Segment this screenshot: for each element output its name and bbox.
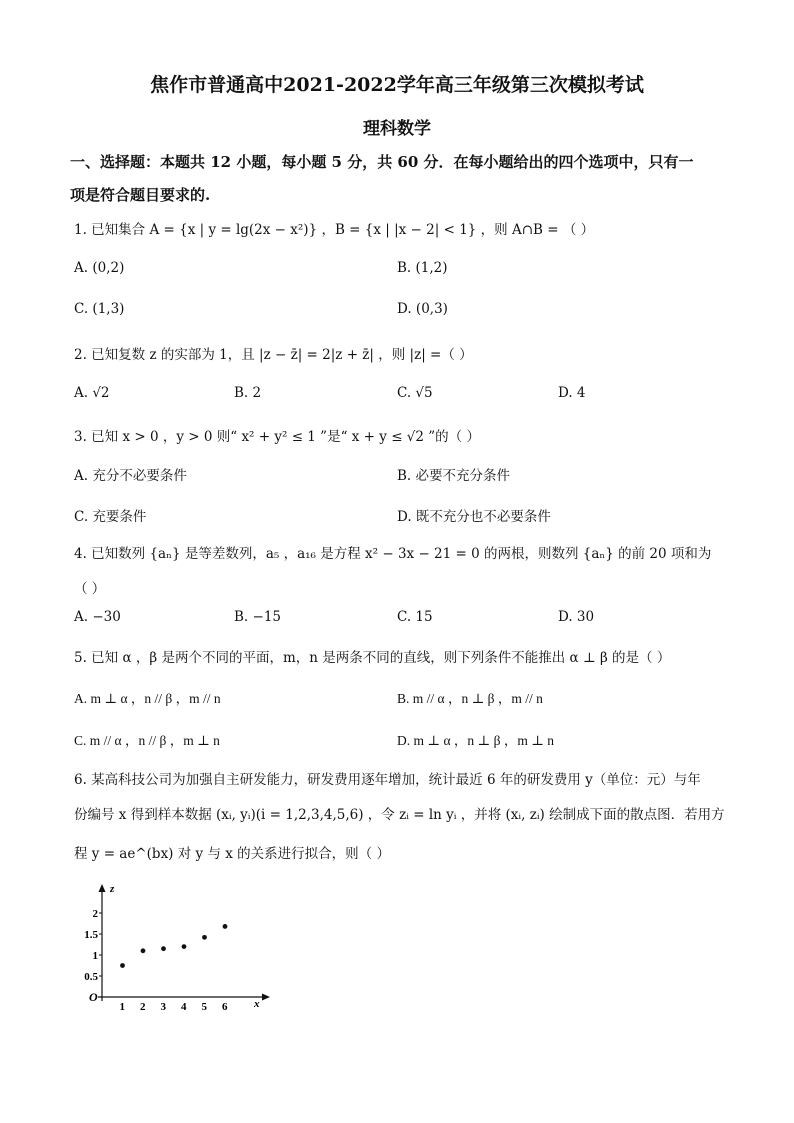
- scatter-point: [120, 963, 125, 968]
- x-tick-label: 3: [160, 1001, 166, 1013]
- question-3-option-d: D. 既不充分也不必要条件: [397, 509, 551, 525]
- question-6-line3: 程 y = ae^(bx) 对 y 与 x 的关系进行拟合，则（ ）: [74, 846, 390, 862]
- origin-label: O: [89, 990, 98, 1004]
- x-tick-label: 2: [140, 1001, 146, 1013]
- question-1-option-a: A. (0,2): [74, 260, 125, 276]
- question-2-option-c: C. √5: [397, 385, 433, 401]
- question-5-option-b: B. m // α ，n ⊥ β ，m // n: [397, 691, 543, 706]
- question-5-option-a: A. m ⊥ α ，n // β ，m // n: [74, 691, 221, 706]
- scatter-point: [182, 944, 187, 949]
- scatter-plot: [80, 878, 280, 1018]
- scatter-point: [141, 948, 146, 953]
- question-4-stem-cont: （ ）: [74, 581, 106, 597]
- question-1-stem: 1. 已知集合 A = {x | y = lg(2x − x²)} ，B = {x | |x − 2| < 1} ，则 A∩B = （ ）: [74, 222, 595, 238]
- page-subtitle: 理科数学: [363, 119, 431, 139]
- x-axis-label: x: [254, 998, 260, 1010]
- y-tick-label: 0.5: [84, 971, 98, 983]
- question-3-option-a: A. 充分不必要条件: [74, 468, 187, 484]
- question-2-stem: 2. 已知复数 z 的实部为 1，且 |z − z̄| = 2|z + z̄| ，则 |z| =（ ）: [74, 347, 473, 363]
- y-tick-label: 2: [92, 908, 98, 920]
- question-4-option-c: C. 15: [397, 609, 433, 625]
- question-6-line2: 份编号 x 得到样本数据 (xᵢ, yᵢ)(i = 1,2,3,4,5,6) ，令 zᵢ = ln yᵢ ，并将 (xᵢ, zᵢ) 绘制成下面的散点图．若用方: [74, 807, 725, 823]
- y-axis-arrow: [99, 884, 106, 892]
- question-2-option-b: B. 2: [234, 385, 262, 401]
- question-5-stem: 5. 已知 α ，β 是两个不同的平面，m，n 是两条不同的直线，则下列条件不能推出 α ⊥ β 的是（ ）: [74, 650, 671, 666]
- question-5-option-d: D. m ⊥ α ，n ⊥ β ，m ⊥ n: [397, 733, 555, 748]
- question-1-option-d: D. (0,3): [397, 301, 448, 317]
- question-4-option-b: B. −15: [234, 609, 281, 625]
- page-title: 焦作市普通高中2021-2022学年高三年级第三次模拟考试: [150, 74, 644, 96]
- section-heading-line2: 项是符合题目要求的.: [70, 186, 211, 204]
- question-1-option-b: B. (1,2): [397, 260, 448, 276]
- question-3-option-b: B. 必要不充分条件: [397, 468, 511, 484]
- question-1-option-c: C. (1,3): [74, 301, 125, 317]
- y-axis-label: z: [110, 883, 115, 895]
- x-tick-label: 6: [222, 1001, 228, 1013]
- x-tick-label: 1: [119, 1001, 125, 1013]
- question-4-option-d: D. 30: [558, 609, 595, 625]
- question-6-line1: 6. 某高科技公司为加强自主研发能力，研发费用逐年增加，统计最近 6 年的研发费用 y（单位：元）与年: [74, 772, 701, 788]
- section-heading-line1: 一、选择题：本题共 12 小题，每小题 5 分，共 60 分．在每小题给出的四个选项中，只有一: [70, 153, 694, 171]
- question-4-stem: 4. 已知数列 {aₙ} 是等差数列，a₅ ，a₁₆ 是方程 x² − 3x − 21 = 0 的两根，则数列 {aₙ} 的前 20 项和为: [74, 546, 712, 562]
- question-4-option-a: A. −30: [74, 609, 121, 625]
- x-tick-label: 5: [201, 1001, 207, 1013]
- x-tick-label: 4: [181, 1001, 187, 1013]
- question-2-option-a: A. √2: [74, 385, 110, 401]
- question-3-stem: 3. 已知 x > 0 ，y > 0 则“ x² + y² ≤ 1 ”是“ x + y ≤ √2 ”的（ ）: [74, 429, 480, 445]
- question-2-option-d: D. 4: [558, 385, 586, 401]
- y-tick-label: 1.5: [84, 929, 98, 941]
- x-axis-arrow: [262, 994, 270, 1001]
- scatter-point: [202, 935, 207, 940]
- y-tick-label: 1: [92, 950, 98, 962]
- question-5-option-c: C. m // α ，n // β ，m ⊥ n: [74, 733, 220, 748]
- scatter-point: [161, 946, 166, 951]
- question-3-option-c: C. 充要条件: [74, 509, 147, 525]
- scatter-point: [223, 924, 228, 929]
